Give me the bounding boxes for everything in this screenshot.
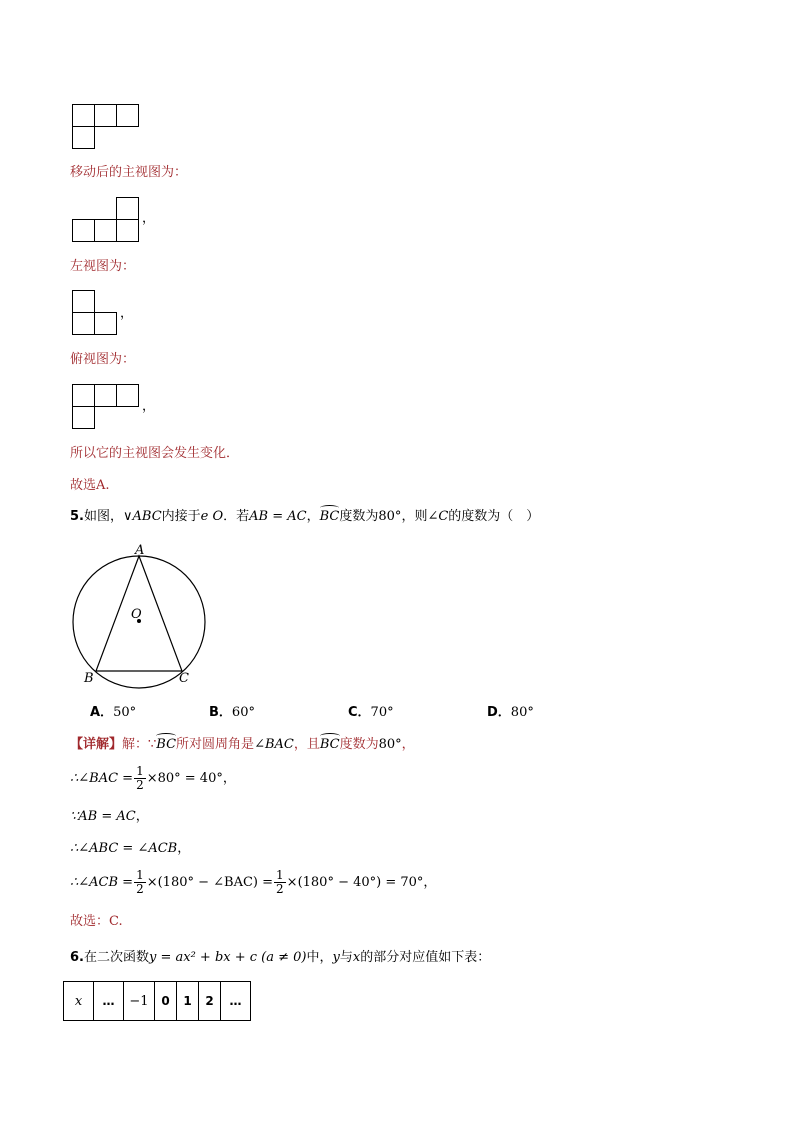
option-value: 70° [370,705,394,720]
q5-stem-text: 的度数为（ ） [448,509,540,524]
q5-arc-bc: BC [319,509,340,524]
expr: ×80° = 40° [146,771,223,786]
detail-tag: 【详解】 [70,737,123,752]
punct: ， [423,875,437,890]
q6-number: 6. [70,950,84,965]
left-view-label: 左视图为： [70,259,136,274]
q5-circle: e O [200,509,224,524]
table-cell: … [94,982,124,1021]
table-cell: … [221,982,251,1021]
option-a[interactable] [90,704,136,722]
label-c: C [179,671,189,686]
answer-value: A. [96,478,110,493]
angle-bac: ∠BAC [254,737,294,752]
option-letter: C． [348,705,371,720]
numerator: 1 [136,764,144,778]
denominator: 2 [136,778,144,792]
arc-bc: BC [319,737,340,752]
fraction-half [274,869,286,896]
denominator: 2 [136,882,144,896]
grid-figure-left-view [70,289,122,337]
label-o: O [131,607,142,622]
option-b[interactable] [209,704,255,722]
punct: ， [222,771,236,786]
answer-prefix: 故选： [70,914,110,929]
q5-detail-line-3 [70,808,149,826]
q6-var-x: x [352,950,361,965]
fraction-half [134,869,146,896]
option-d[interactable] [487,704,534,722]
q5-stem-text: ．若 [223,509,250,524]
grid-figure-top-view [70,383,142,431]
expr: ∴∠ABC = ∠ACB [70,841,178,856]
option-value: 80° [510,705,534,720]
comma: ， [142,211,156,226]
q5-detail-line-5 [70,868,436,898]
detail-text: 度数为 [339,737,379,752]
detail-text: ，且 [293,737,320,752]
answer-line-prev [70,477,110,495]
expr: ∴∠ACB = [70,875,134,890]
q5-angle-c: ∠C [427,509,449,524]
option-value: 60° [231,705,255,720]
q6-stem-text: 与 [339,950,353,965]
table-row [64,982,251,1021]
option-value: 50° [113,705,137,720]
detail-text: 所对圆周角是 [176,737,255,752]
denominator: 2 [276,882,284,896]
table-cell: 2 [199,982,221,1021]
q5-circle-figure [62,540,214,690]
numerator: 1 [276,868,284,882]
expr: ∴∠BAC = [70,771,134,786]
q5-stem-text: 度数为 [339,509,379,524]
label-a: A [135,543,145,558]
option-letter: D． [487,705,511,720]
q6-var-y: y [332,950,340,965]
comma: ， [142,399,156,414]
grid-figure-original [70,103,142,151]
answer-prefix: 故选 [70,478,97,493]
grid-figure-front-view [70,196,142,244]
option-c[interactable] [348,704,394,722]
q5-stem-text: ， [306,509,320,524]
table-cell: −1 [124,982,155,1021]
q6-function: y = ax² + bx + c (a ≠ 0) [149,950,307,965]
degree: 80° [378,737,402,752]
q6-stem-text: 的部分对应值如下表： [360,950,491,965]
fraction-half [134,765,146,792]
arc-bc: BC [156,737,177,752]
q6-stem-text: 在二次函数 [83,950,149,965]
q5-stem-text: 内接于 [161,509,201,524]
q5-detail-line-1 [70,736,415,754]
top-view-label: 俯视图为： [70,352,136,367]
front-view-after-label: 移动后的主视图为： [70,165,188,180]
answer-value: C. [109,914,123,929]
label-b: B [84,671,94,686]
option-letter: B． [209,705,232,720]
punct: ， [135,809,149,824]
numerator: 1 [136,868,144,882]
q6-stem-text: 中， [306,950,333,965]
option-letter: A． [90,705,114,720]
expr: ×(180° − 40°) = 70° [286,875,424,890]
punct: ， [177,841,191,856]
q5-answer [70,913,123,931]
expr: ∵AB = AC [70,809,136,824]
q5-detail-line-4 [70,840,190,858]
q6-value-table [63,981,251,1021]
q6-stem [70,949,490,967]
q5-triangle: ∨ABC [123,509,162,524]
table-cell: 0 [155,982,177,1021]
q5-number: 5. [70,509,84,524]
table-cell: x [64,982,94,1021]
expr: ×(180° − ∠BAC) = [146,875,274,890]
q5-equation: AB = AC [249,509,307,524]
q5-stem-text: 如图， [83,509,123,524]
conclusion-text: 所以它的主视图会发生变化． [70,446,240,461]
detail-text: 解：∵ [122,737,157,752]
q5-detail-line-2 [70,764,236,794]
q5-stem-text: ，则 [401,509,428,524]
detail-text: ， [401,737,415,752]
q5-stem [70,508,539,526]
comma: ， [120,306,134,321]
table-cell: 1 [177,982,199,1021]
q5-degree: 80° [378,509,402,524]
